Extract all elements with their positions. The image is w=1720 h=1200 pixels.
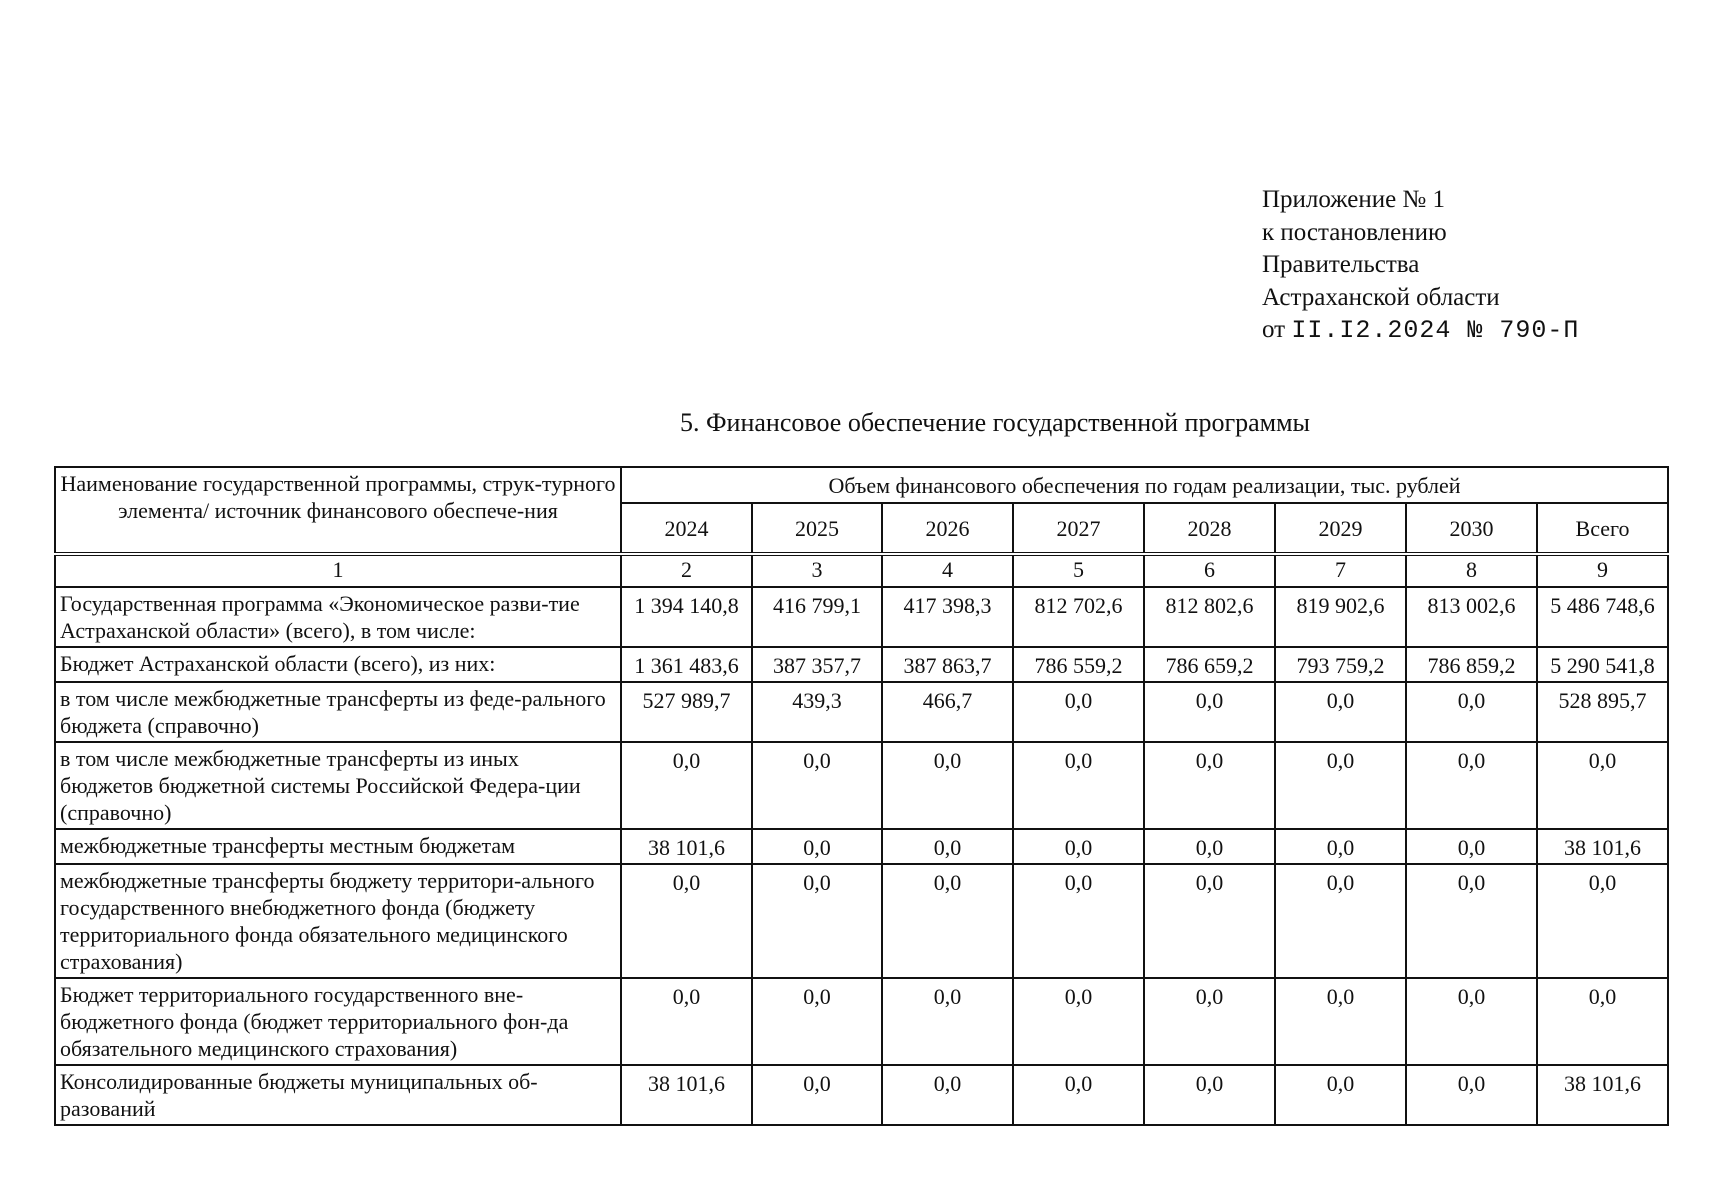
column-number: 4 <box>882 554 1013 587</box>
row-name-cell: Консолидированные бюджеты муниципальных об-разований <box>55 1065 621 1125</box>
row-name-cell: Бюджет территориального государственного вне-бюджетного фонда (бюджет территориального фон-да обязательного медицинского страхования) <box>55 978 621 1065</box>
row-value-cell: 439,3 <box>752 682 882 742</box>
row-value-cell: 786 859,2 <box>1406 647 1537 682</box>
column-number: 8 <box>1406 554 1537 587</box>
row-value-cell: 0,0 <box>1144 742 1275 829</box>
row-total-cell: 5 486 748,6 <box>1537 587 1668 647</box>
row-value-cell: 0,0 <box>882 829 1013 864</box>
row-value-cell: 0,0 <box>1013 1065 1144 1125</box>
row-value-cell: 416 799,1 <box>752 587 882 647</box>
row-value-cell: 0,0 <box>1013 864 1144 978</box>
appendix-line: к постановлению <box>1262 218 1447 246</box>
row-value-cell: 0,0 <box>621 978 752 1065</box>
row-value-cell: 0,0 <box>1013 682 1144 742</box>
row-value-cell: 812 802,6 <box>1144 587 1275 647</box>
row-value-cell: 527 989,7 <box>621 682 752 742</box>
column-number: 7 <box>1275 554 1406 587</box>
row-value-cell: 0,0 <box>1275 978 1406 1065</box>
row-total-cell: 38 101,6 <box>1537 829 1668 864</box>
row-value-cell: 387 357,7 <box>752 647 882 682</box>
year-header: 2030 <box>1406 503 1537 554</box>
year-header: 2028 <box>1144 503 1275 554</box>
row-value-cell: 0,0 <box>752 978 882 1065</box>
row-value-cell: 0,0 <box>1406 1065 1537 1125</box>
row-name-cell: в том числе межбюджетные трансферты из иных бюджетов бюджетной системы Российской Федера-ции (справочно) <box>55 742 621 829</box>
appendix-ref-prefix: от <box>1262 316 1286 343</box>
header-row <box>55 467 1668 503</box>
year-header: 2024 <box>621 503 752 554</box>
row-value-cell: 38 101,6 <box>621 1065 752 1125</box>
row-value-cell: 0,0 <box>752 864 882 978</box>
row-value-cell: 0,0 <box>1275 682 1406 742</box>
column-number: 6 <box>1144 554 1275 587</box>
row-value-cell: 1 361 483,6 <box>621 647 752 682</box>
row-value-cell: 0,0 <box>1013 978 1144 1065</box>
row-value-cell: 0,0 <box>752 1065 882 1125</box>
row-value-cell: 786 659,2 <box>1144 647 1275 682</box>
row-value-cell: 0,0 <box>752 829 882 864</box>
total-header: Всего <box>1537 503 1668 554</box>
row-value-cell: 0,0 <box>1144 829 1275 864</box>
appendix-block <box>1262 184 1579 348</box>
row-value-cell: 0,0 <box>1406 864 1537 978</box>
row-value-cell: 417 398,3 <box>882 587 1013 647</box>
row-total-cell: 0,0 <box>1537 864 1668 978</box>
row-value-cell: 812 702,6 <box>1013 587 1144 647</box>
appendix-ref-value: II.I2.2024 № 790-П <box>1291 316 1580 345</box>
row-value-cell: 0,0 <box>1406 742 1537 829</box>
column-number: 5 <box>1013 554 1144 587</box>
row-total-cell: 5 290 541,8 <box>1537 647 1668 682</box>
row-value-cell: 0,0 <box>882 1065 1013 1125</box>
table-row <box>55 742 1668 829</box>
row-value-cell: 0,0 <box>1275 742 1406 829</box>
row-value-cell: 0,0 <box>752 742 882 829</box>
row-value-cell: 819 902,6 <box>1275 587 1406 647</box>
financing-table <box>54 466 1669 1126</box>
appendix-line: Приложение № 1 <box>1262 186 1446 213</box>
table-row <box>55 1065 1668 1125</box>
column-number: 3 <box>752 554 882 587</box>
year-header: 2029 <box>1275 503 1406 554</box>
table-body <box>55 467 1668 1125</box>
section-heading: 5. Финансовое обеспечение государственной программы <box>680 408 1311 437</box>
appendix-line: Астраханской области <box>1262 283 1500 311</box>
row-value-cell: 793 759,2 <box>1275 647 1406 682</box>
row-value-cell: 813 002,6 <box>1406 587 1537 647</box>
column-number: 1 <box>55 554 621 587</box>
row-value-cell: 0,0 <box>1275 864 1406 978</box>
year-header: 2026 <box>882 503 1013 554</box>
row-value-cell: 1 394 140,8 <box>621 587 752 647</box>
row-value-cell: 0,0 <box>1406 682 1537 742</box>
table-row <box>55 682 1668 742</box>
row-value-cell: 0,0 <box>1144 978 1275 1065</box>
row-total-cell: 528 895,7 <box>1537 682 1668 742</box>
row-value-cell: 0,0 <box>1275 829 1406 864</box>
column-number: 2 <box>621 554 752 587</box>
row-value-cell: 0,0 <box>1013 742 1144 829</box>
volume-header: Объем финансового обеспечения по годам реализации, тыс. рублей <box>621 467 1668 503</box>
row-total-cell: 0,0 <box>1537 978 1668 1065</box>
row-value-cell: 0,0 <box>1406 978 1537 1065</box>
row-value-cell: 0,0 <box>1144 864 1275 978</box>
table-row <box>55 864 1668 978</box>
row-value-cell: 0,0 <box>1275 1065 1406 1125</box>
row-name-cell: Бюджет Астраханской области (всего), из них: <box>55 647 621 682</box>
row-value-cell: 0,0 <box>882 864 1013 978</box>
appendix-ref-line <box>1262 314 1579 348</box>
appendix-line: Правительства <box>1262 251 1420 278</box>
year-header: 2025 <box>752 503 882 554</box>
row-value-cell: 0,0 <box>882 742 1013 829</box>
table-row <box>55 647 1668 682</box>
year-header: 2027 <box>1013 503 1144 554</box>
row-name-cell: межбюджетные трансферты бюджету территори-ального государственного внебюджетного фонда (бюджету территориального фонда обязательного медицинского страхования) <box>55 864 621 978</box>
row-value-cell: 0,0 <box>1406 829 1537 864</box>
row-value-cell: 0,0 <box>621 742 752 829</box>
row-value-cell: 786 559,2 <box>1013 647 1144 682</box>
table-row <box>55 978 1668 1065</box>
row-value-cell: 0,0 <box>621 864 752 978</box>
row-total-cell: 38 101,6 <box>1537 1065 1668 1125</box>
row-value-cell: 0,0 <box>882 978 1013 1065</box>
row-value-cell: 466,7 <box>882 682 1013 742</box>
row-value-cell: 387 863,7 <box>882 647 1013 682</box>
row-value-cell: 38 101,6 <box>621 829 752 864</box>
row-value-cell: 0,0 <box>1013 829 1144 864</box>
name-column-header: Наименование государственной программы, струк-турного элемента/ источник финансового обеспече-ния <box>55 467 621 554</box>
row-name-cell: в том числе межбюджетные трансферты из феде-рального бюджета (справочно) <box>55 682 621 742</box>
column-number: 9 <box>1537 554 1668 587</box>
row-name-cell: межбюджетные трансферты местным бюджетам <box>55 829 621 864</box>
row-value-cell: 0,0 <box>1144 682 1275 742</box>
row-value-cell: 0,0 <box>1144 1065 1275 1125</box>
table-row <box>55 587 1668 647</box>
table-row <box>55 829 1668 864</box>
row-total-cell: 0,0 <box>1537 742 1668 829</box>
column-number-row <box>55 554 1668 587</box>
row-name-cell: Государственная программа «Экономическое разви-тие Астраханской области» (всего), в том числе: <box>55 587 621 647</box>
